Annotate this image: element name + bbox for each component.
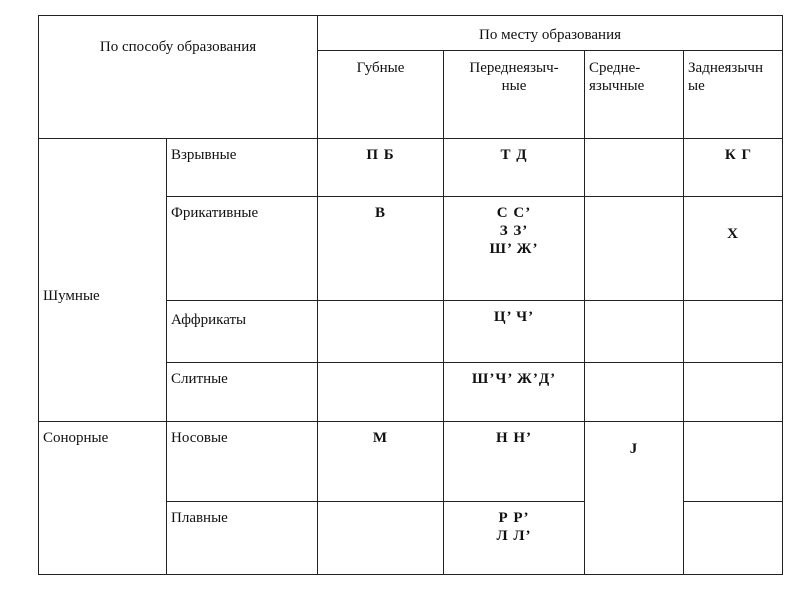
column-back-line1: Заднеязычн — [688, 60, 763, 76]
plosive-labial: П Б — [318, 139, 444, 197]
fricative-front — [444, 197, 585, 301]
plosive-middle — [585, 139, 684, 197]
column-front-line2: ные — [501, 78, 527, 94]
plosive-back: К Г — [684, 139, 783, 197]
affricate-front: Ц’ Ч’ — [444, 301, 585, 363]
fused-labial — [318, 363, 444, 422]
sonorant-middle: J — [585, 422, 684, 575]
fricative-middle — [585, 197, 684, 301]
row-label-nasal: Носовые — [167, 422, 318, 502]
group-sonorant: Сонорные — [39, 422, 167, 575]
fused-back — [684, 363, 783, 422]
liquid-front-line1: Р Р’ — [498, 510, 530, 526]
row-label-plosive: Взрывные — [167, 139, 318, 197]
group-noisy: Шумные — [39, 139, 167, 422]
nasal-labial: М — [318, 422, 444, 502]
liquid-front-line2: Л Л’ — [496, 528, 532, 544]
consonant-classification-table — [38, 15, 783, 575]
fricative-front-line2: З З’ — [499, 223, 529, 239]
fricative-back: Х — [684, 197, 783, 301]
plosive-front: Т Д — [444, 139, 585, 197]
nasal-back — [684, 422, 783, 502]
column-middle-line1: Средне- — [589, 60, 641, 76]
column-front-line1: Переднеязыч- — [469, 60, 559, 76]
fricative-front-line3: Ш’ Ж’ — [489, 241, 539, 257]
row-label-affricate: Аффрикаты — [167, 301, 318, 363]
column-middle-line2: язычные — [589, 78, 645, 94]
place-header: По месту образования — [318, 16, 783, 51]
liquid-labial — [318, 502, 444, 575]
affricate-middle — [585, 301, 684, 363]
manner-header-cell — [39, 16, 318, 139]
fused-middle — [585, 363, 684, 422]
manner-header: По способу образования — [99, 39, 257, 55]
fricative-front-line1: С С’ — [496, 205, 532, 221]
row-label-fused: Слитные — [167, 363, 318, 422]
column-middle-lingual — [585, 51, 684, 139]
column-back-lingual — [684, 51, 783, 139]
column-back-line2: ые — [688, 78, 705, 94]
fused-front: Ш’Ч’ Ж’Д’ — [444, 363, 585, 422]
nasal-front: Н Н’ — [444, 422, 585, 502]
row-label-liquid: Плавные — [167, 502, 318, 575]
affricate-back — [684, 301, 783, 363]
column-front-lingual — [444, 51, 585, 139]
column-labial: Губные — [318, 51, 444, 139]
liquid-front — [444, 502, 585, 575]
row-label-fricative: Фрикативные — [167, 197, 318, 301]
affricate-labial — [318, 301, 444, 363]
fricative-labial: В — [318, 197, 444, 301]
liquid-back — [684, 502, 783, 575]
